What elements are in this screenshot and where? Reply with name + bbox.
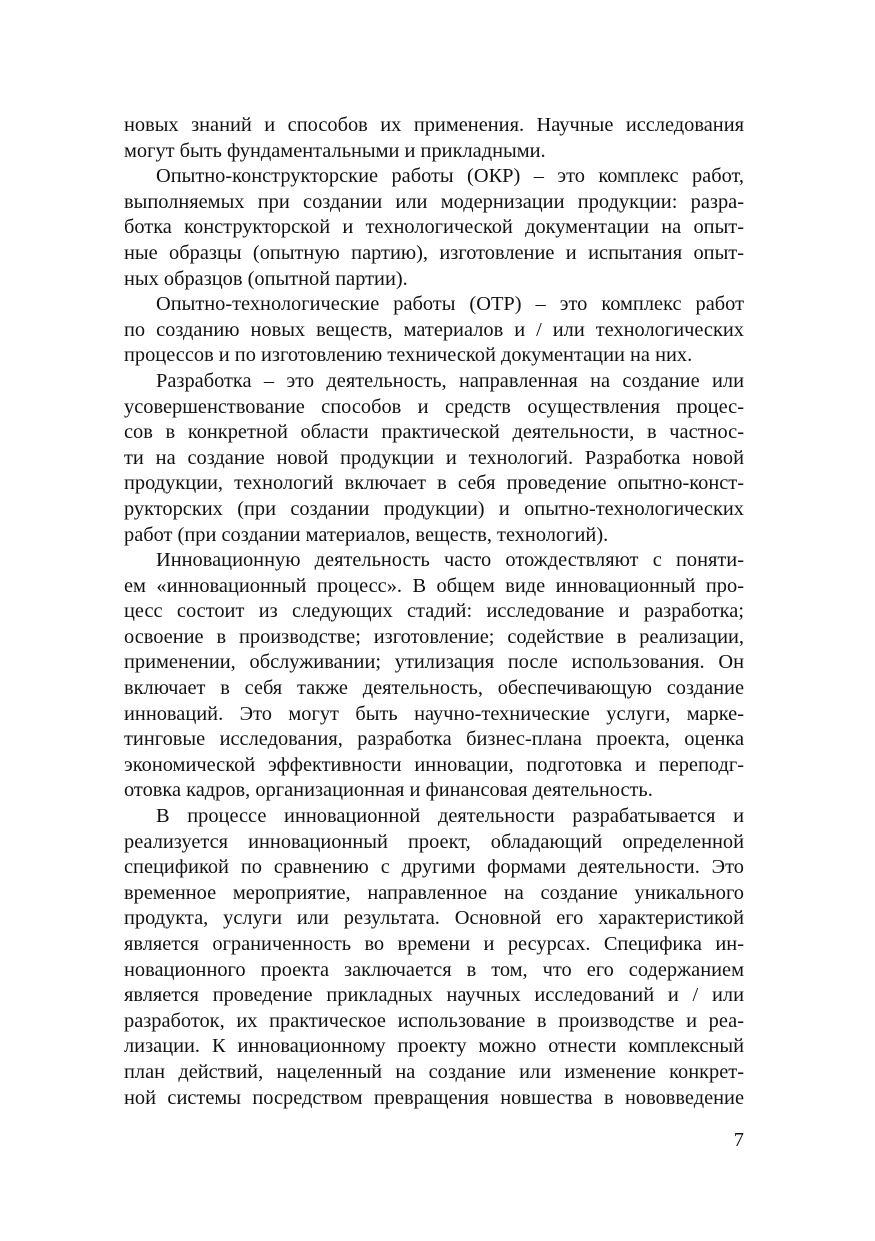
text-line: ной системы посредством превращения новшества в нововведение: [124, 1086, 744, 1109]
paragraph: [124, 292, 744, 369]
text-line: продукта, услуги или результата. Основной его характеристикой: [124, 907, 744, 930]
paragraph: [124, 113, 744, 164]
paragraph: [124, 369, 744, 548]
text-line: является ограниченность во времени и ресурсах. Специфика ин-: [124, 933, 744, 955]
text-line: ти на создание новой продукции и технологий. Разработка новой: [124, 446, 744, 469]
text-line: по созданию новых веществ, материалов и / или технологических: [124, 318, 744, 341]
page-number: 7: [733, 1129, 744, 1151]
text-line: В процессе инновационной деятельности разрабатывается и: [156, 805, 744, 828]
text-line: ные образцы (опытную партию), изготовление и испытания опыт-: [124, 241, 744, 264]
text-line: ботка конструкторской и технологической документации на опыт-: [124, 216, 744, 239]
text-line: спецификой по сравнению с другими формами деятельности. Это: [124, 856, 744, 879]
text-line: могут быть фундаментальными и прикладными.: [124, 139, 546, 162]
text-line: рукторских (при создании продукции) и опытно-технологических: [124, 497, 744, 520]
text-line: Разработка – это деятельность, направленная на создание или: [156, 369, 744, 392]
text-line: включает в себя также деятельность, обеспечивающую создание: [124, 677, 744, 700]
text-line: ем «инновационный процесс». В общем виде инновационный про-: [124, 574, 744, 597]
text-line: применении, обслуживании; утилизация после использования. Он: [124, 651, 744, 674]
text-line: является проведение прикладных научных исследований и / или: [124, 984, 744, 1007]
text-line: экономической эффективности инновации, подготовка и переподг-: [124, 753, 744, 776]
paragraph: [124, 164, 744, 292]
text-line: усовершенствование способов и средств осуществления процес-: [124, 395, 744, 418]
paragraph: [124, 548, 744, 804]
text-line: продукции, технологий включает в себя проведение опытно-конст-: [124, 472, 744, 495]
text-line: новых знаний и способов их применения. Научные исследования: [124, 114, 744, 136]
text-line: Инновационную деятельность часто отождествляют с поняти-: [156, 549, 744, 572]
body-text: [124, 113, 744, 1111]
text-line: реализуется инновационный проект, обладающий определенной: [124, 830, 744, 853]
text-line: Опытно-технологические работы (ОТР) – это комплекс работ: [156, 293, 744, 316]
text-line: план действий, нацеленный на создание или изменение конкрет-: [124, 1060, 744, 1083]
text-line: цесс состоит из следующих стадий: исследование и разработка;: [124, 600, 744, 623]
text-line: инноваций. Это могут быть научно-технические услуги, марке-: [124, 702, 744, 725]
text-line: освоение в производстве; изготовление; содействие в реализации,: [124, 625, 744, 648]
text-line: тинговые исследования, разработка бизнес-плана проекта, оценка: [124, 728, 744, 751]
text-line: временное мероприятие, направленное на создание уникального: [124, 881, 744, 904]
text-line: Опытно-конструкторские работы (ОКР) – это комплекс работ,: [156, 165, 744, 188]
text-line: работ (при создании материалов, веществ, технологий).: [124, 523, 609, 546]
paragraph: [124, 804, 744, 1111]
text-line: сов в конкретной области практической деятельности, в частнос-: [124, 421, 744, 444]
text-line: ных образцов (опытной партии).: [124, 267, 408, 290]
text-line: новационного проекта заключается в том, что его содержанием: [124, 958, 744, 981]
text-line: разработок, их практическое использование в производстве и реа-: [124, 1009, 744, 1032]
text-line: лизации. К инновационному проекту можно отнести комплексный: [124, 1035, 744, 1058]
text-line: отовка кадров, организационная и финансовая деятельность.: [124, 779, 653, 802]
text-line: процессов и по изготовлению технической документации на них.: [124, 344, 693, 367]
text-line: выполняемых при создании или модернизации продукции: разра-: [124, 190, 744, 213]
